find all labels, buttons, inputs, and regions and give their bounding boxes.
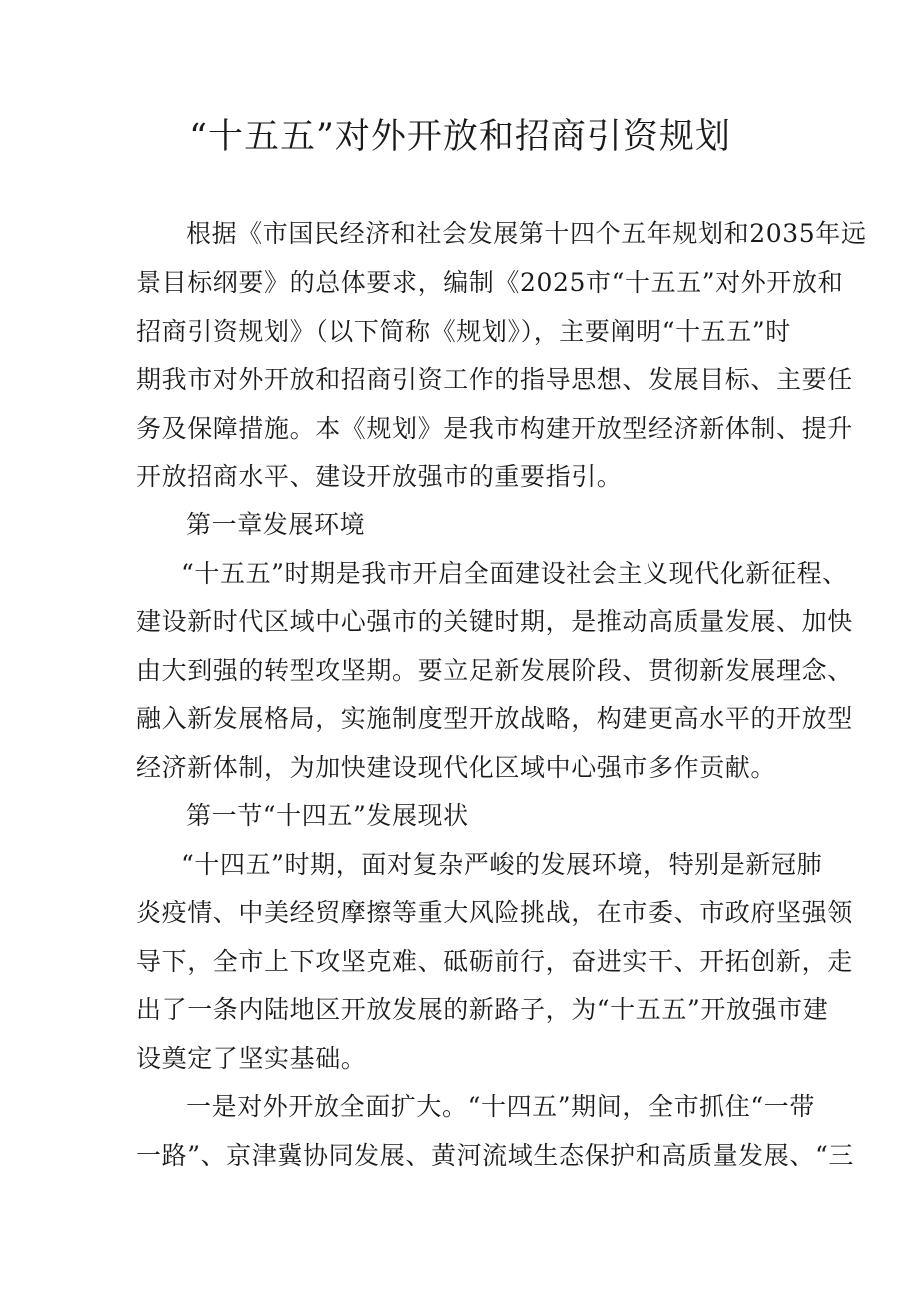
paragraph-line: 炎疫情、中美经贸摩擦等重大风险挑战，在市委、市政府坚强领 <box>136 898 853 927</box>
paragraph-line: “十四五”时期，面对复杂严峻的发展环境，特别是新冠肺 <box>181 850 823 879</box>
paragraph-line: 开放招商水平、建设开放强市的重要指引。 <box>136 462 623 491</box>
section-heading: 第一节“十四五”发展现状 <box>186 801 469 830</box>
paragraph-line: 经济新体制，为加快建设现代化区域中心强市多作贡献。 <box>136 753 777 782</box>
paragraph-line: 期我市对外开放和招商引资工作的指导思想、发展目标、主要任 <box>136 365 853 394</box>
paragraph-line: 融入新发展格局，实施制度型开放战略，构建更高水平的开放型 <box>136 704 853 733</box>
paragraph-line: 务及保障措施。本《规划》是我市构建开放型经济新体制、提升 <box>136 414 853 443</box>
paragraph-line: 招商引资规划》（以下简称《规划》），主要阐明“十五五”时 <box>136 317 791 346</box>
document-title: “十五五”对外开放和招商引资规划 <box>189 117 731 157</box>
paragraph-line: 设奠定了坚实基础。 <box>136 1044 367 1073</box>
paragraph-line: 一路”、京津冀协同发展、黄河流域生态保护和高质量发展、“三 <box>136 1141 854 1170</box>
paragraph-line: 导下，全市上下攻坚克难、砥砺前行，奋进实干、开拓创新，走 <box>136 947 853 976</box>
chapter-heading: 第一章发展环境 <box>186 510 366 539</box>
paragraph-line: 根据《市国民经济和社会发展第十四个五年规划和2035年远 <box>186 219 867 248</box>
paragraph-line: 一是对外开放全面扩大。“十四五”期间，全市抓住“一带 <box>186 1092 815 1121</box>
paragraph-line: 出了一条内陆地区开放发展的新路子，为“十五五”开放强市建 <box>136 995 829 1024</box>
paragraph-line: “十五五”时期是我市开启全面建设社会主义现代化新征程、 <box>181 559 848 588</box>
paragraph-line: 建设新时代区域中心强市的关键时期，是推动高质量发展、加快 <box>136 607 853 636</box>
paragraph-line: 由大到强的转型攻坚期。要立足新发展阶段、贯彻新发展理念、 <box>136 656 853 685</box>
paragraph-line: 景目标纲要》的总体要求，编制《2025市“十五五”对外开放和 <box>136 268 844 297</box>
